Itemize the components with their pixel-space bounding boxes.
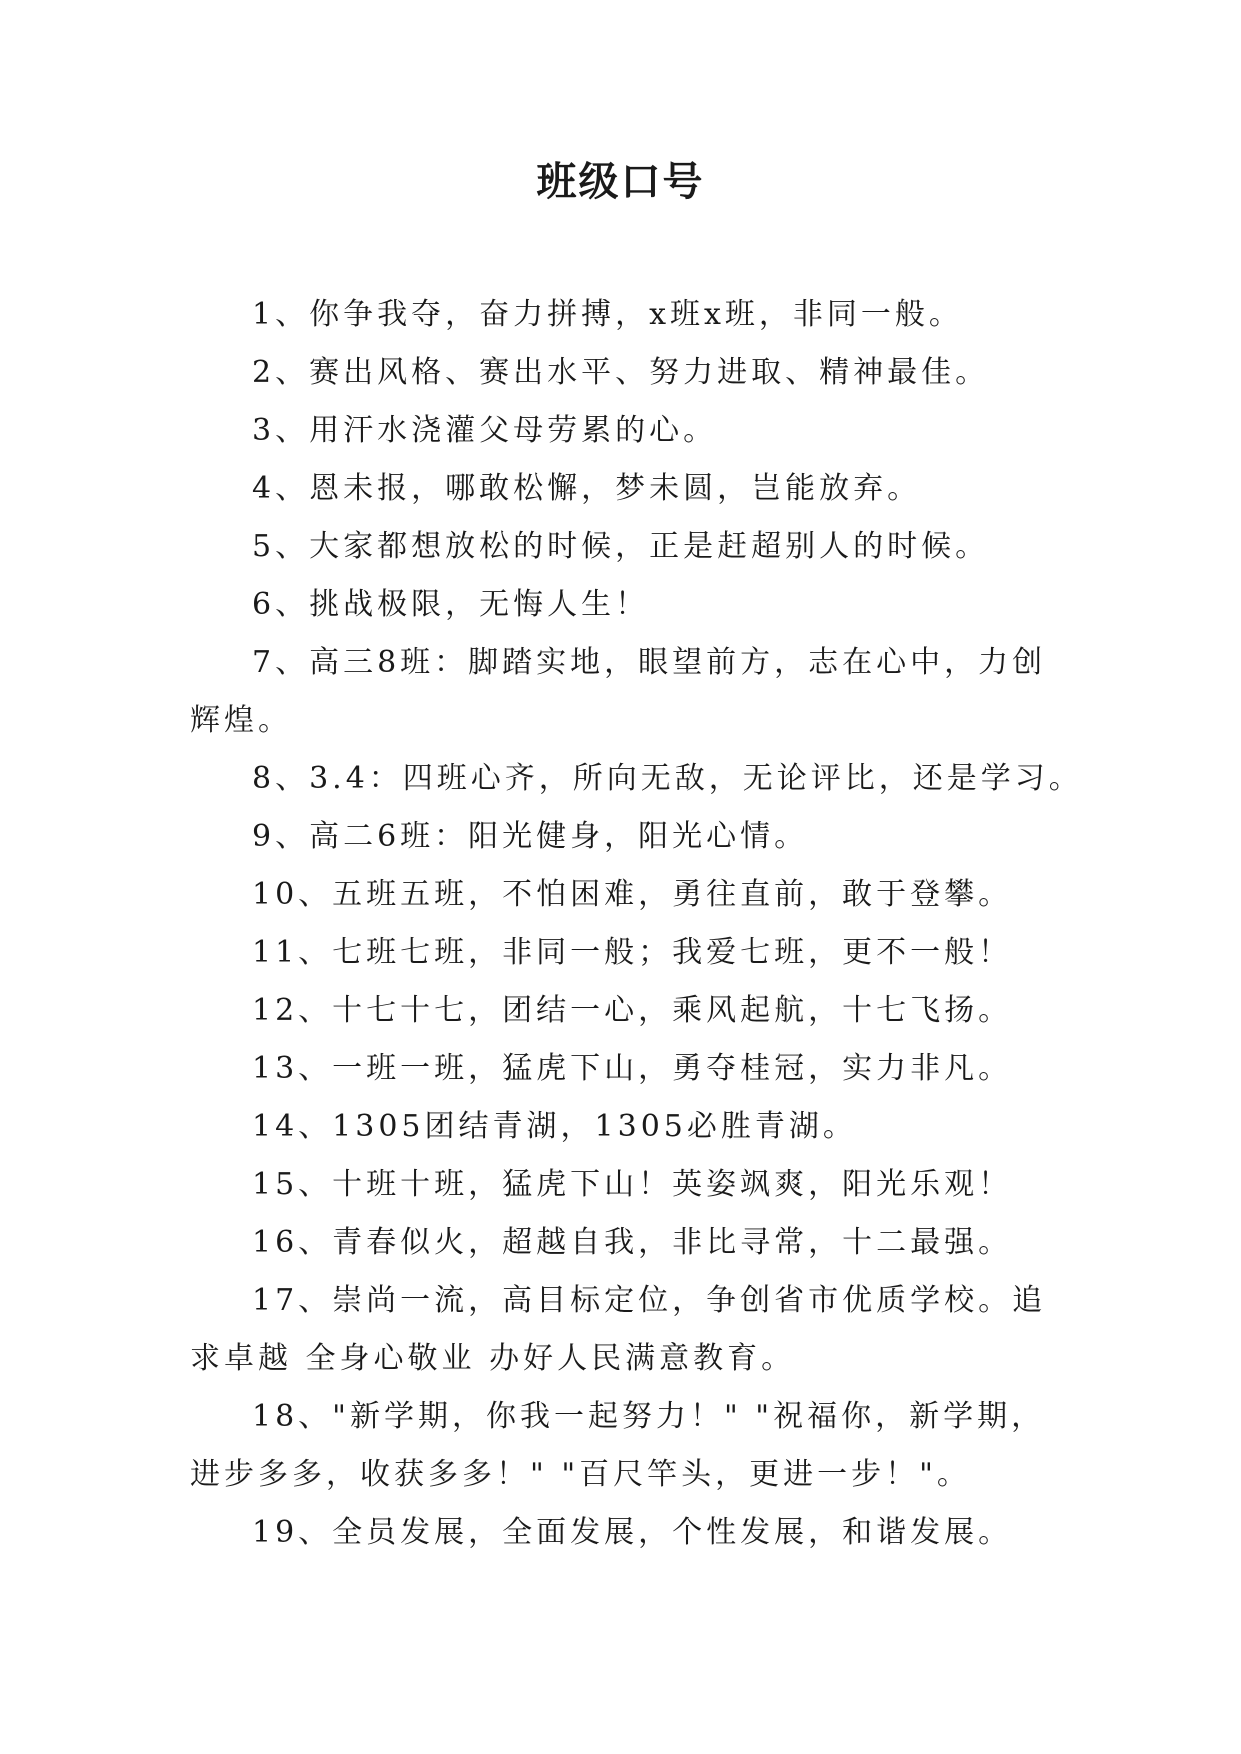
slogan-item-1: 1、你争我夺，奋力拼搏，x班x班，非同一般。 — [252, 297, 963, 332]
slogan-item-13: 13、一班一班，猛虎下山，勇夺桂冠，实力非凡。 — [252, 1051, 1013, 1086]
slogan-item-14: 14、1305团结青湖，1305必胜青湖。 — [252, 1109, 857, 1144]
slogan-item-16: 16、青春似火，超越自我，非比寻常，十二最强。 — [252, 1225, 1013, 1260]
slogan-list — [190, 286, 1083, 1562]
slogan-item-9: 9、高二6班：阳光健身，阳光心情。 — [252, 819, 809, 854]
slogan-item-18: 18、"新学期，你我一起努力！" "祝福你，新学期，进步多多，收获多多！" "百尺竿头，更进一步！"。 — [190, 1399, 1046, 1492]
slogan-item-17: 17、崇尚一流，高目标定位，争创省市优质学校。追求卓越 全身心敬业 办好人民满意教育。 — [190, 1283, 1047, 1376]
slogan-item-2: 2、赛出风格、赛出水平、努力进取、精神最佳。 — [252, 355, 990, 390]
slogan-item-8: 8、3.4：四班心齐，所向无敌，无论评比，还是学习。 — [252, 761, 1083, 796]
slogan-item-4: 4、恩未报，哪敢松懈，梦未圆，岂能放弃。 — [252, 471, 922, 506]
page-title: 班级口号 — [536, 159, 705, 205]
slogan-item-3: 3、用汗水浇灌父母劳累的心。 — [252, 413, 718, 448]
slogan-item-19: 19、全员发展，全面发展，个性发展，和谐发展。 — [252, 1515, 1013, 1550]
slogan-item-5: 5、大家都想放松的时候，正是赶超别人的时候。 — [252, 529, 990, 564]
slogan-item-11: 11、七班七班，非同一般；我爱七班，更不一般！ — [252, 935, 1013, 970]
slogan-item-15: 15、十班十班，猛虎下山！英姿飒爽，阳光乐观！ — [252, 1167, 1013, 1202]
slogan-item-7: 7、高三8班：脚踏实地，眼望前方，志在心中，力创辉煌。 — [190, 645, 1047, 738]
slogan-item-6: 6、挑战极限，无悔人生！ — [252, 587, 650, 622]
slogan-item-10: 10、五班五班，不怕困难，勇往直前，敢于登攀。 — [252, 877, 1013, 912]
slogan-item-12: 12、十七十七，团结一心，乘风起航，十七飞扬。 — [252, 993, 1013, 1028]
